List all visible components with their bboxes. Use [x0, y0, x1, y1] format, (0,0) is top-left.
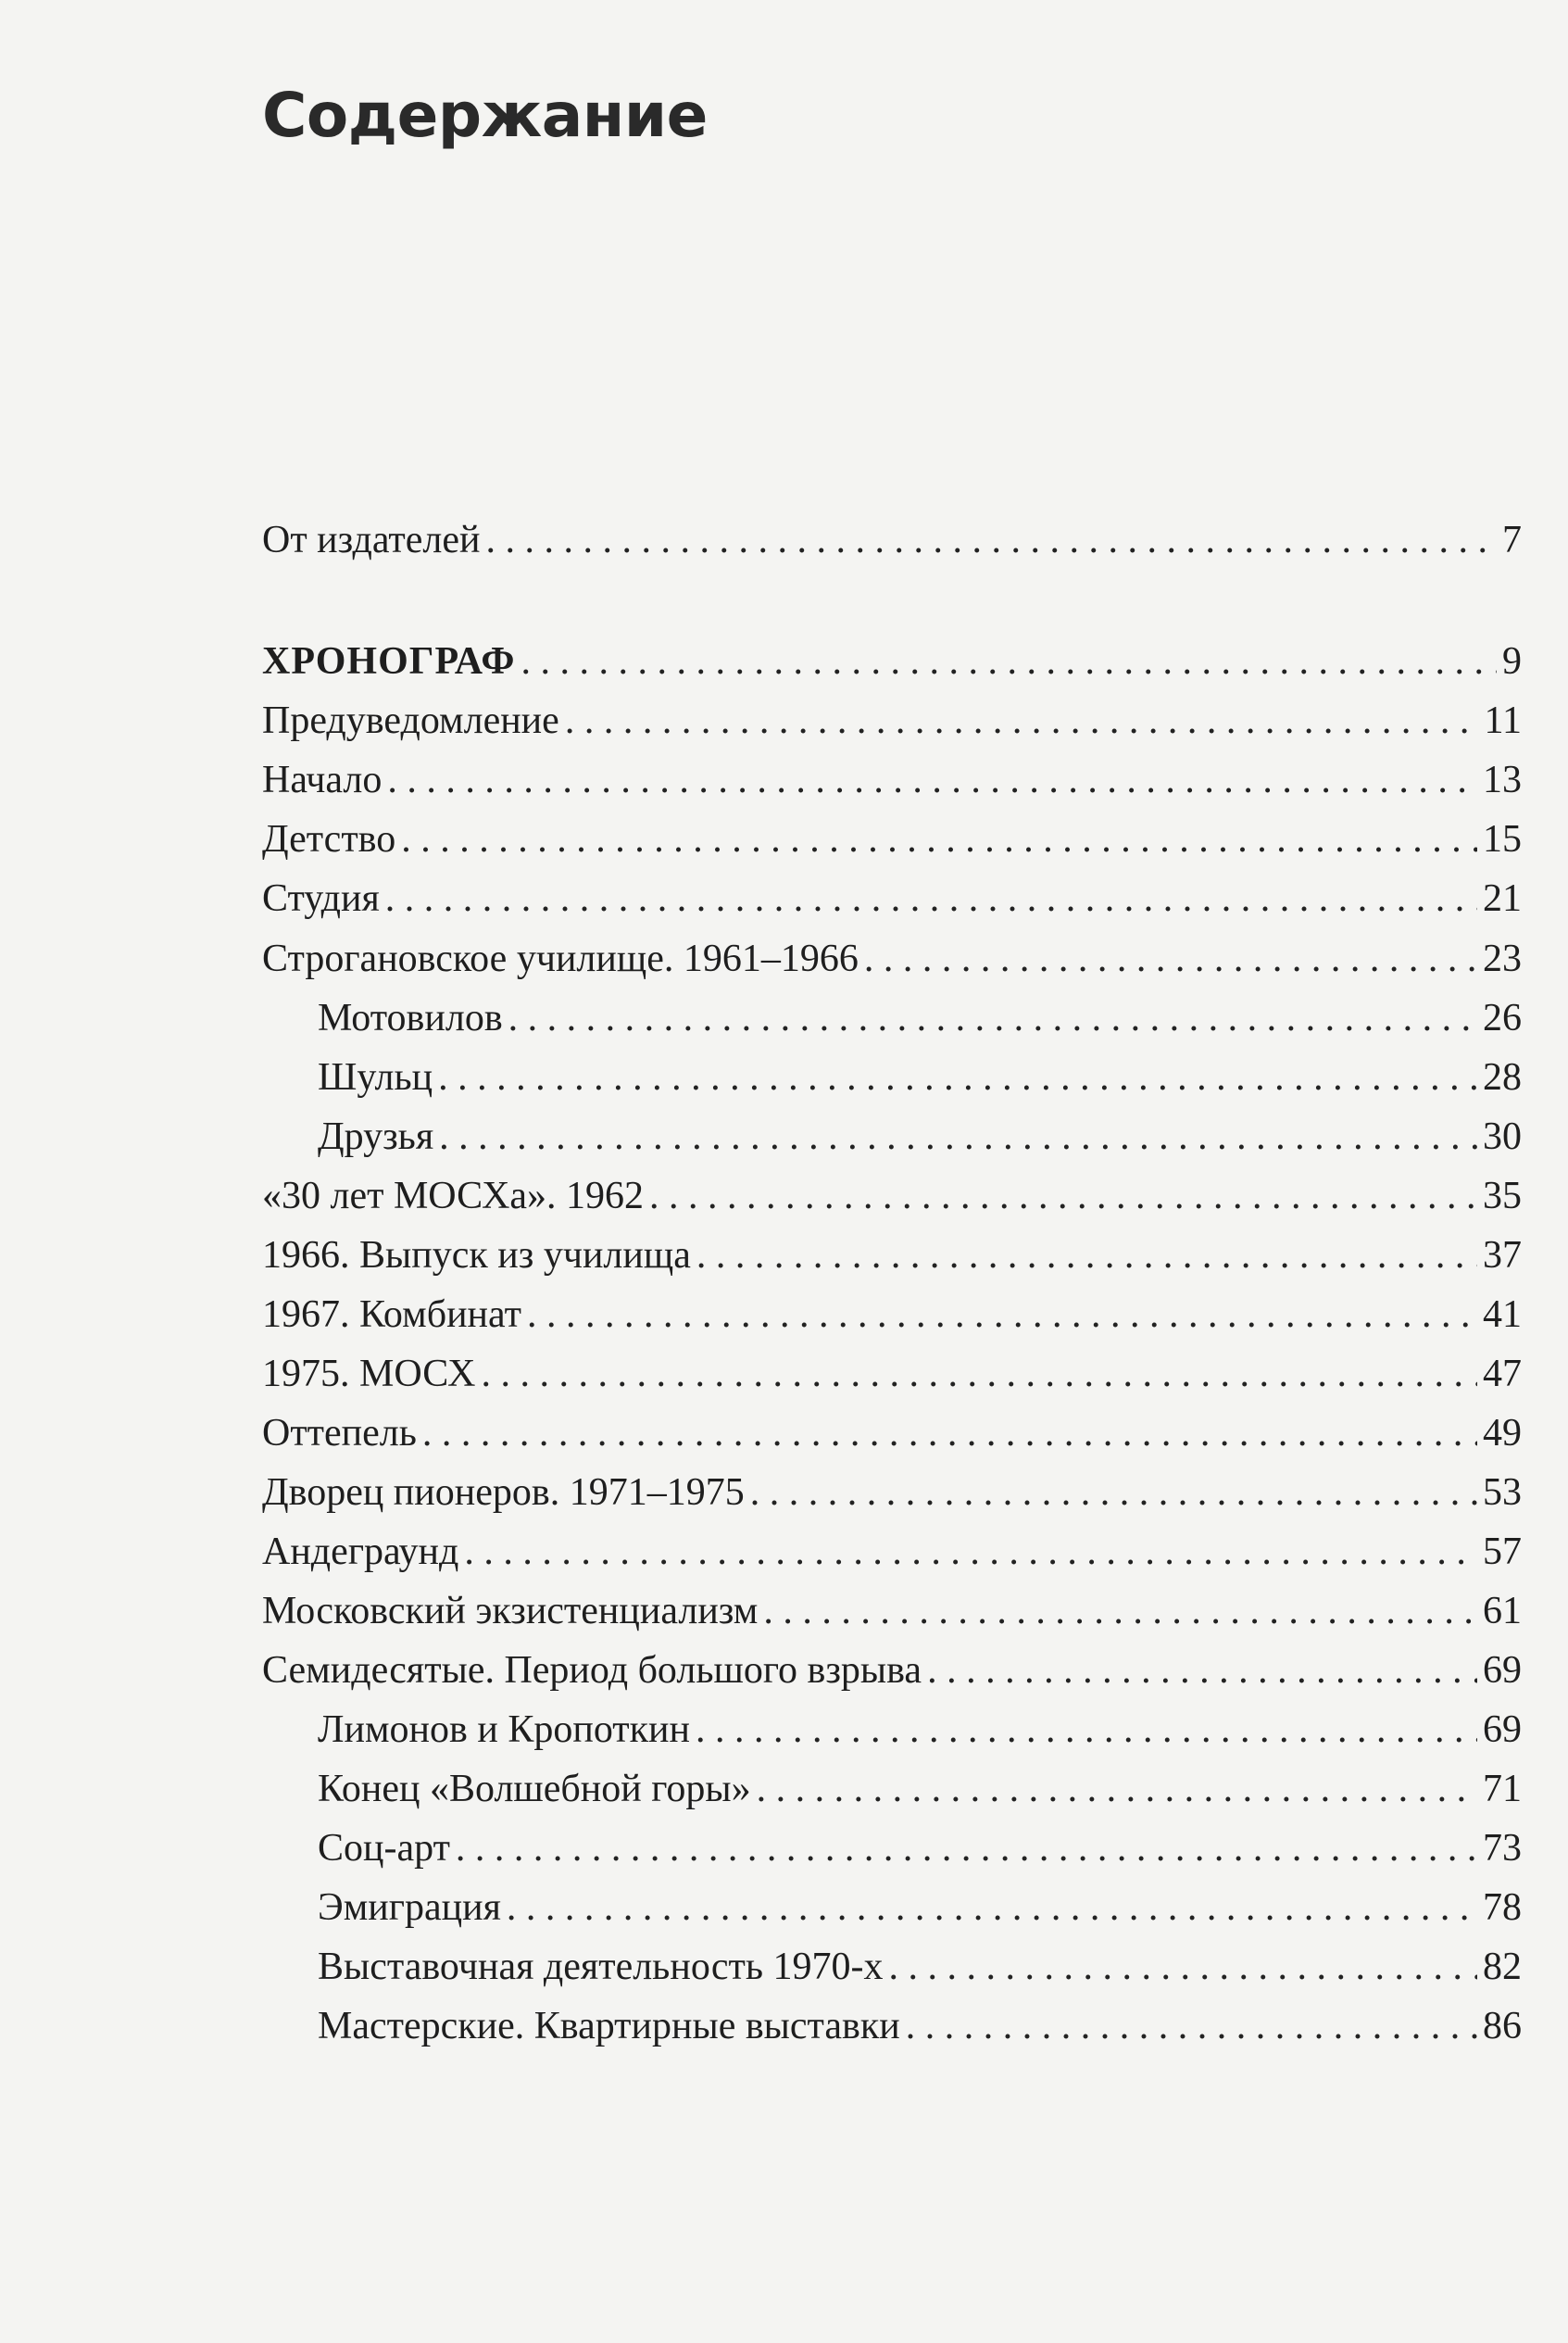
dot-leader [889, 1943, 1478, 1991]
toc-entry [262, 697, 1522, 745]
toc-page-number: 28 [1483, 1056, 1522, 1099]
toc-entry-label: Студия [262, 877, 380, 920]
dot-leader [456, 1824, 1477, 1872]
toc-entry-label: Предуведомление [262, 699, 559, 742]
toc-page-number: 35 [1483, 1175, 1522, 1217]
page-title: Содержание [262, 80, 708, 151]
toc-page-number: 78 [1483, 1886, 1522, 1929]
toc-page-number: 21 [1483, 877, 1522, 920]
toc-entry [262, 815, 1522, 863]
dot-leader [439, 1113, 1477, 1161]
toc-entry [262, 1291, 1522, 1339]
toc-page-number: 73 [1483, 1827, 1522, 1870]
toc-entry-label: «30 лет МОСХа». 1962 [262, 1175, 645, 1217]
toc-page-number: 13 [1483, 759, 1522, 801]
toc-entry-label: Московский экзистенциализм [262, 1590, 759, 1632]
toc-entry [262, 756, 1522, 804]
dot-leader [927, 1646, 1477, 1694]
toc-subentry [318, 1824, 1522, 1872]
toc-entry [262, 1646, 1522, 1694]
toc-page-number: 26 [1483, 997, 1522, 1039]
dot-leader [696, 1231, 1477, 1279]
dot-leader [906, 2002, 1477, 2050]
dot-leader [385, 875, 1477, 923]
toc-entry-label: Шульц [318, 1056, 433, 1099]
toc-entry-label: Выставочная деятельность 1970-х [318, 1946, 884, 1988]
toc-entry-label: Дворец пионеров. 1971–1975 [262, 1471, 745, 1514]
toc-page-number: 57 [1483, 1531, 1522, 1573]
toc-entry-label: Оттепель [262, 1412, 417, 1455]
toc-page-number: 71 [1483, 1768, 1522, 1810]
toc-entry-label: Семидесятые. Период большого взрыва [262, 1649, 922, 1692]
toc-entry-label: Эмиграция [318, 1886, 501, 1929]
toc-page-number: 23 [1483, 938, 1522, 980]
dot-leader [464, 1528, 1477, 1576]
toc-entry [262, 516, 1522, 564]
toc-entry-label: Мотовилов [318, 997, 503, 1039]
dot-leader [507, 1883, 1477, 1932]
toc-entry-label: Начало [262, 759, 383, 801]
toc-entry-label: От издателей [262, 519, 481, 561]
toc-entry-label: Строгановское училище. 1961–1966 [262, 938, 859, 980]
dot-leader [649, 1172, 1477, 1220]
toc-page-number: 11 [1484, 699, 1522, 742]
toc-entry [262, 1468, 1522, 1517]
toc-subentry [318, 1765, 1522, 1813]
dot-leader [763, 1587, 1477, 1635]
toc-entry [262, 1350, 1522, 1398]
toc-page-number: 41 [1483, 1293, 1522, 1336]
toc-subentry [318, 1706, 1522, 1754]
toc-entry-label: Детство [262, 818, 396, 861]
toc-entry [262, 875, 1522, 923]
toc-subentry [318, 1053, 1522, 1102]
toc-page-number: 7 [1502, 519, 1522, 561]
dot-leader [438, 1053, 1477, 1102]
toc-section-heading [262, 637, 1522, 686]
toc-page-number: 9 [1502, 640, 1522, 683]
toc-page-number: 30 [1483, 1115, 1522, 1158]
toc-entry [262, 1231, 1522, 1279]
toc-page-number: 49 [1483, 1412, 1522, 1455]
dot-leader [696, 1706, 1477, 1754]
toc-entry-label: Андеграунд [262, 1531, 459, 1573]
dot-leader [521, 637, 1497, 686]
dot-leader [508, 994, 1477, 1042]
toc-subentry [318, 1113, 1522, 1161]
toc-page-number: 86 [1483, 2005, 1522, 2047]
toc-page-number: 47 [1483, 1353, 1522, 1395]
dot-leader [757, 1765, 1477, 1813]
dot-leader [481, 1350, 1477, 1398]
dot-leader [527, 1291, 1477, 1339]
toc-entry-label: Мастерские. Квартирные выставки [318, 2005, 900, 2047]
dot-leader [750, 1468, 1477, 1517]
toc-page-number: 82 [1483, 1946, 1522, 1988]
toc-entry [262, 1528, 1522, 1576]
toc-page-number: 15 [1483, 818, 1522, 861]
toc-entry-label: ХРОНОГРАФ [262, 640, 516, 683]
toc-entry-label: 1967. Комбинат [262, 1293, 521, 1336]
dot-leader [486, 516, 1498, 564]
toc-entry-label: 1975. МОСХ [262, 1353, 476, 1395]
toc-entry-label: Конец «Волшебной горы» [318, 1768, 751, 1810]
toc-entry-label: Соц-арт [318, 1827, 450, 1870]
dot-leader [864, 935, 1477, 983]
dot-leader [401, 815, 1477, 863]
dot-leader [422, 1409, 1477, 1457]
toc-entry-label: Лимонов и Кропоткин [318, 1708, 690, 1751]
toc-subentry [318, 1883, 1522, 1932]
toc-entry [262, 935, 1522, 983]
dot-leader [387, 756, 1477, 804]
toc-subentry [318, 2002, 1522, 2050]
toc-entry-label: 1966. Выпуск из училища [262, 1234, 691, 1277]
toc-entry-label: Друзья [318, 1115, 434, 1158]
toc-page-number: 69 [1483, 1649, 1522, 1692]
toc-page-number: 53 [1483, 1471, 1522, 1514]
toc-page-number: 37 [1483, 1234, 1522, 1277]
toc-entry [262, 1587, 1522, 1635]
toc-entry [262, 1409, 1522, 1457]
dot-leader [565, 697, 1479, 745]
toc-subentry [318, 1943, 1522, 1991]
toc-page-number: 61 [1483, 1590, 1522, 1632]
toc-page-number: 69 [1483, 1708, 1522, 1751]
toc-subentry [318, 994, 1522, 1042]
toc-entry [262, 1172, 1522, 1220]
